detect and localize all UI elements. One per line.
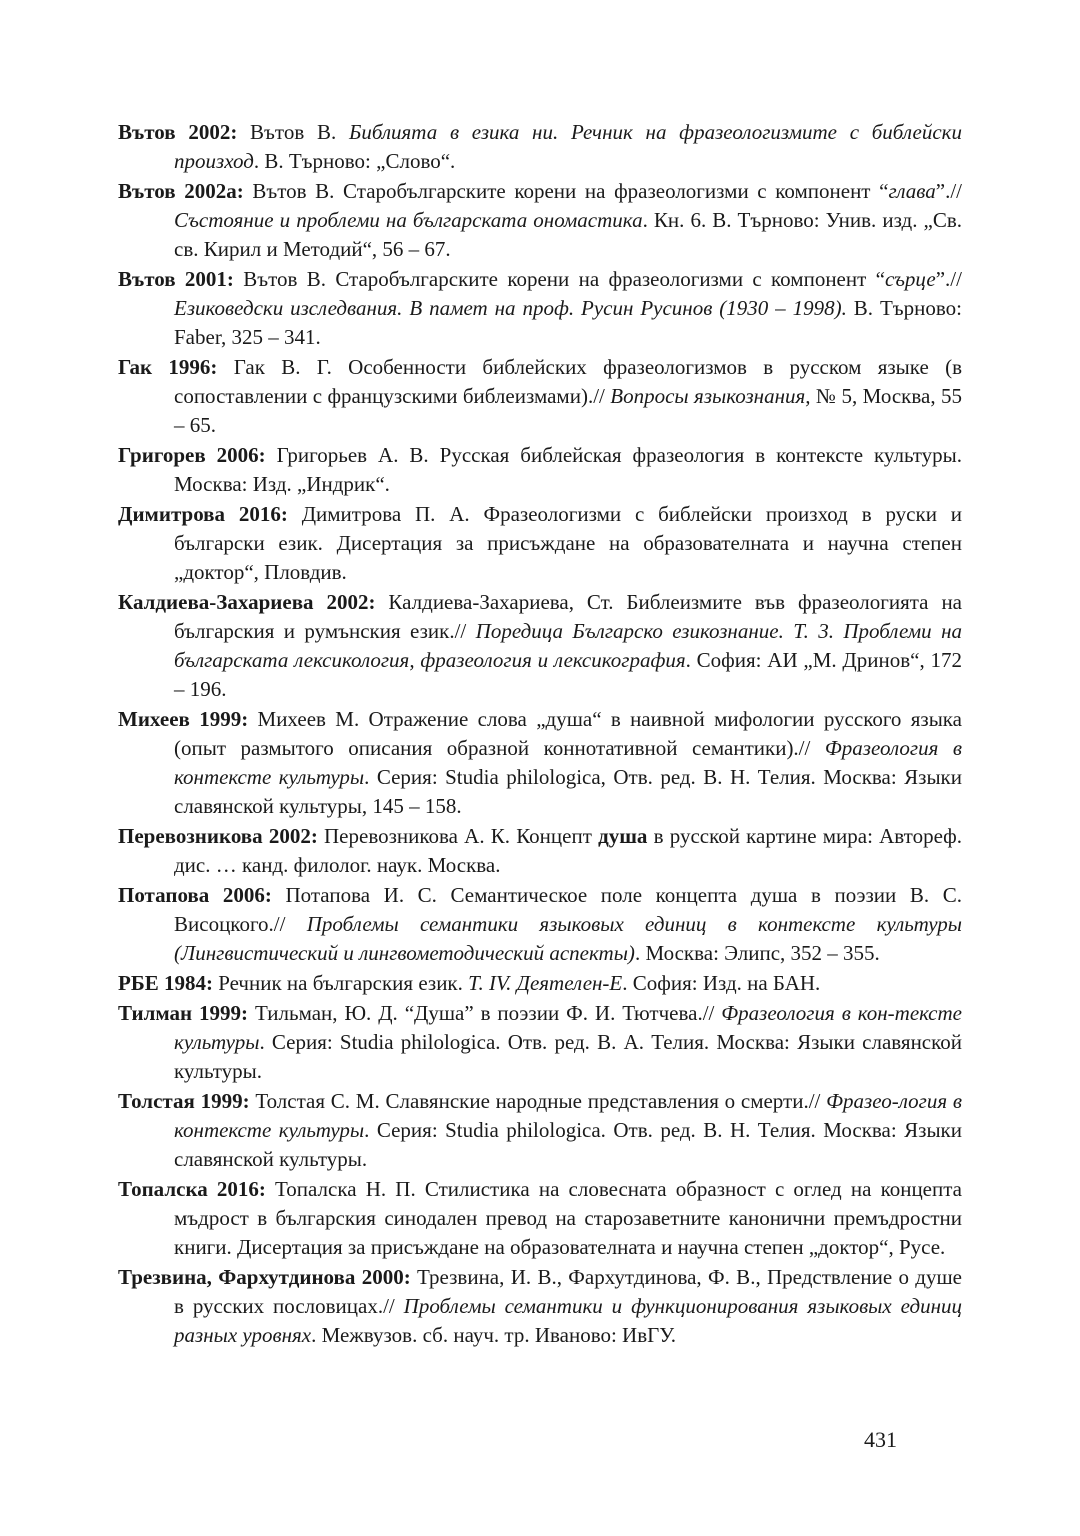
entry-author-key: Трезвина, Фархутдинова 2000:	[118, 1265, 411, 1289]
entry-title-italic: Проблемы семантики языковых единиц в контексте культуры (Лингвистический и лингвометодический аспекты)	[174, 912, 962, 965]
bibliography-entry	[118, 441, 962, 499]
entry-author-key: Григорев 2006:	[118, 443, 266, 467]
entry-text: Топалска Н. П. Стилистика на словесната образност с оглед на концепта мъдрост в българския синодален превод на старозаветните канонични премъдростни книги. Дисертация за присъждане на образователната и научна степен „доктор“, Русе.	[174, 1177, 962, 1259]
entry-text: В. Търново: Faber, 325 – 341.	[174, 296, 962, 349]
entry-text: Тильман, Ю. Д. “Душа” в поэзии Ф. И. Тютчева.//	[248, 1001, 722, 1025]
entry-text: душа	[598, 824, 648, 848]
bibliography-entry	[118, 1263, 962, 1350]
bibliography-entry	[118, 881, 962, 968]
entry-title-italic: Състояние и проблеми на българската ономастика	[174, 208, 643, 232]
entry-author-key: Михеев 1999:	[118, 707, 249, 731]
page-number: 431	[864, 1427, 897, 1452]
entry-text: Калдиева-Захариева, Ст. Библеизмите във фразеологията на българския и румънския език.//	[174, 590, 962, 643]
entry-text: . Серия: Studia philologica. Отв. ред. В. А. Телия. Москва: Языки славянской культуры.	[174, 1030, 962, 1083]
bibliography-entry	[118, 822, 962, 880]
bibliography-entry	[118, 500, 962, 587]
bibliography-entry	[118, 353, 962, 440]
entry-title-italic: глава	[888, 179, 936, 203]
entry-title-italic: Поредица Българско езикознание. Т. 3. Проблеми на българската лексикология, фразеология и лексикография	[174, 619, 962, 672]
entry-text: . Серия: Studia philologica. Отв. ред. В. Н. Телия. Москва: Языки славянской культуры.	[174, 1118, 962, 1171]
entry-title-italic: сърце	[884, 267, 936, 291]
entry-author-key: Вътов 2002:	[118, 120, 238, 144]
bibliography-entry	[118, 969, 962, 998]
bibliography-entry	[118, 588, 962, 704]
entry-author-key: Потапова 2006:	[118, 883, 272, 907]
entry-text: ”.//	[935, 267, 962, 291]
bibliography-entry	[118, 999, 962, 1086]
bibliography-entry	[118, 1175, 962, 1262]
entry-text: . Межвузов. сб. науч. тр. Иваново: ИвГУ.	[311, 1323, 676, 1347]
entry-title-italic: Фразеология в кон-тексте культуры	[174, 1001, 962, 1054]
entry-title-italic: Фразеология в контексте культуры	[174, 736, 962, 789]
bibliography-entry	[118, 177, 962, 264]
entry-author-key: РБЕ 1984:	[118, 971, 213, 995]
entry-text: Речник на българския език.	[212, 971, 469, 995]
entry-author-key: Димитрова 2016:	[118, 502, 288, 526]
entry-text: Трезвина, И. В., Фархутдинова, Ф. В., Предствление о душе в русских пословицах.//	[174, 1265, 962, 1318]
bibliography-entry	[118, 1087, 962, 1174]
entry-text: Гак В. Г. Особенности библейских фразеологизмов в русском языке (в сопоставлении с французскими библеизмами).//	[174, 355, 962, 408]
entry-text: . София: АИ „М. Дринов“, 172 – 196.	[174, 648, 962, 701]
bibliography-list	[118, 118, 962, 1351]
entry-author-key: Тилман 1999:	[118, 1001, 249, 1025]
entry-title-italic: Библията в езика ни. Речник на фразеологизмите с библейски произход	[174, 120, 962, 173]
entry-author-key: Топалска 2016:	[118, 1177, 266, 1201]
entry-text: . Москва: Элипс, 352 – 355.	[634, 941, 880, 965]
entry-text: Толстая С. М. Славянские народные представления о смерти.//	[249, 1089, 827, 1113]
entry-author-key: Гак 1996:	[118, 355, 218, 379]
entry-text: Вътов В. Старобългарските корени на фразеологизми с компонент “	[233, 267, 885, 291]
entry-author-key: Толстая 1999:	[118, 1089, 250, 1113]
entry-author-key: Перевозникова 2002:	[118, 824, 318, 848]
entry-text: № 5, Москва, 55 – 65.	[174, 384, 962, 437]
entry-text: Потапова И. С. Семантическое поле концепта душа в поэзии В. С. Висоцкого.//	[174, 883, 963, 936]
entry-author-key: Вътов 2001:	[118, 267, 234, 291]
entry-text: Вътов В. Старобългарските корени на фразеологизми с компонент “	[243, 179, 889, 203]
bibliography-entry	[118, 705, 962, 821]
entry-title-italic: Фразео-логия в контексте культуры	[174, 1089, 962, 1142]
entry-text: в русской картине мира: Автореф. дис. … канд. филолог. наук. Москва.	[174, 824, 963, 877]
entry-title-italic: Вопросы языкознания,	[610, 384, 811, 408]
entry-title-italic: Т. IV. Деятелен-Е	[468, 971, 623, 995]
entry-author-key: Калдиева-Захариева 2002:	[118, 590, 376, 614]
entry-text: Григорьев А. В. Русская библейская фразеология в контексте культуры. Москва: Изд. „Индрик“.	[174, 443, 963, 496]
entry-text: Михеев М. Отражение слова „душа“ в наивной мифологии русского языка (опыт размытого описания образной коннотативной семантики).//	[174, 707, 963, 760]
entry-text: . София: Изд. на БАН.	[622, 971, 821, 995]
entry-text: . В. Търново: „Слово“.	[253, 149, 456, 173]
entry-title-italic: Езиковедски изследвания. В памет на проф. Русин Русинов (1930 – 1998).	[174, 296, 847, 320]
entry-text: . Серия: Studia philologica, Отв. ред. В. Н. Телия. Москва: Языки славянской культуры, 145 – 158.	[174, 765, 962, 818]
entry-text: Вътов В.	[237, 120, 349, 144]
entry-text: Перевозникова А. К. Концепт	[317, 824, 599, 848]
entry-text: Димитрова П. А. Фразеологизми с библейски произход в руски и български език. Дисертация за присъждане на образователната и научна степен „доктор“, Пловдив.	[174, 502, 963, 584]
entry-title-italic: Проблемы семантики и функционирования языковых единиц разных уровнях	[174, 1294, 962, 1347]
bibliography-entry	[118, 265, 962, 352]
entry-author-key: Вътов 2002а:	[118, 179, 244, 203]
bibliography-entry	[118, 118, 962, 176]
entry-text: . Кн. 6. В. Търново: Унив. изд. „Св. св. Кирил и Методий“, 56 – 67.	[174, 208, 962, 261]
entry-text: ”.//	[935, 179, 962, 203]
